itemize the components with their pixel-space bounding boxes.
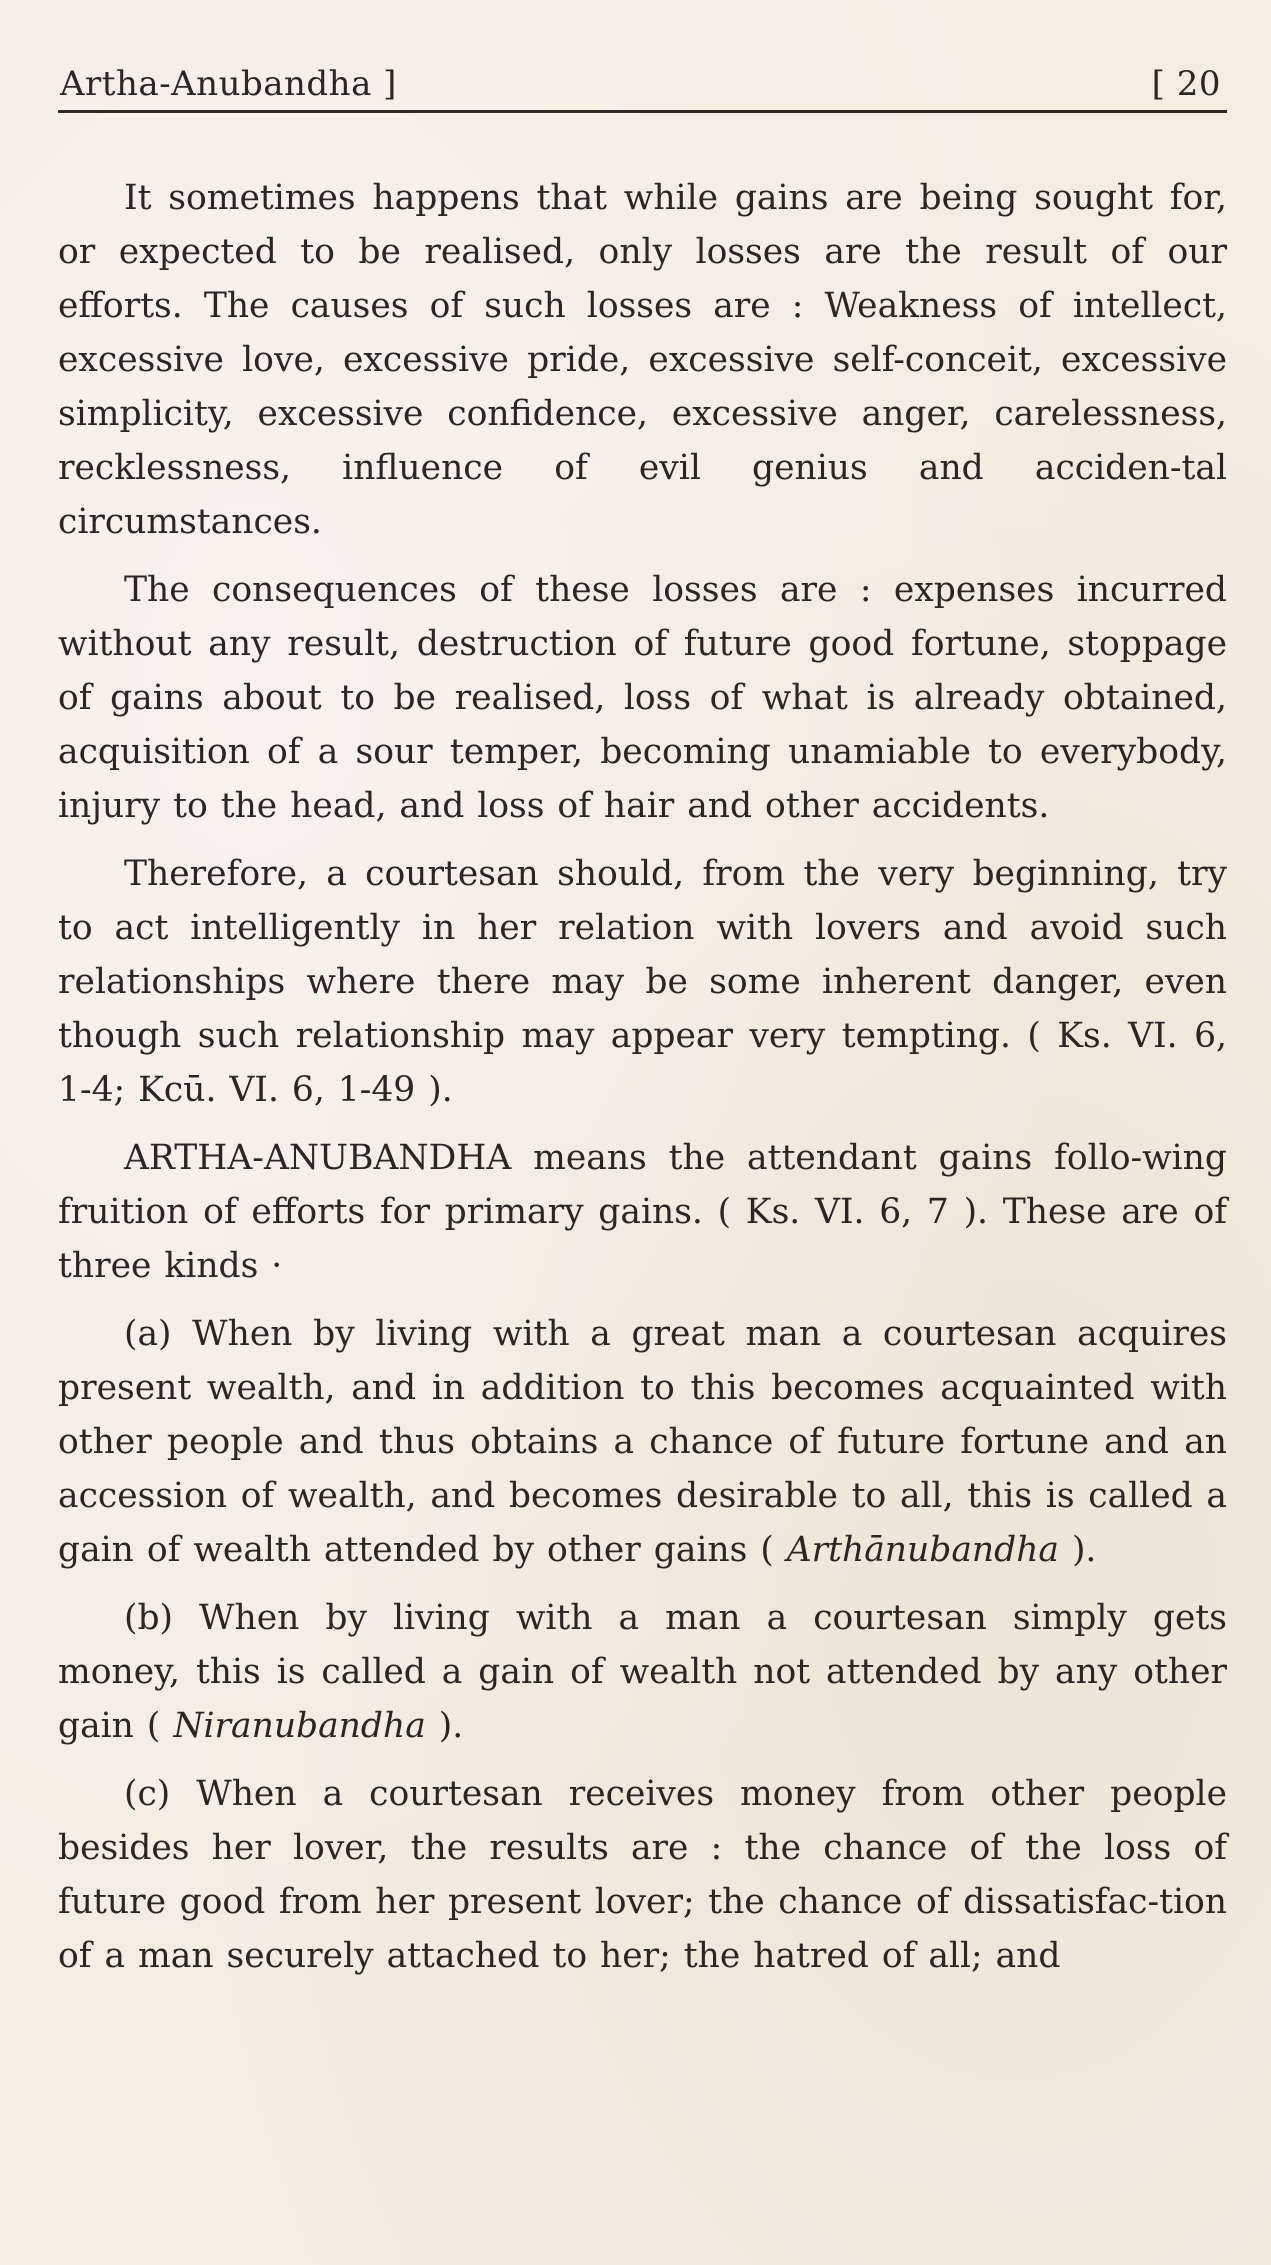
paragraph-kind-a (58, 1307, 1227, 1577)
page-header (58, 52, 1227, 113)
running-title: Artha-Anubandha ] (60, 64, 397, 104)
kind-a-close: ). (1059, 1530, 1097, 1570)
kind-b-text: (b) When by living with a man a courtesan simply gets money, this is called a gain of wealth not attended by any other gain ( (58, 1598, 1227, 1746)
paragraph-kind-c: (c) When a courtesan receives money from other people besides her lover, the results are : the chance of the loss of future good from her present lover; the chance of dissatisfac-tion of a man securely attached to her; the hatred of all; and (58, 1774, 1227, 1976)
paragraph-artha-anubandha: ARTHA-ANUBANDHA means the attendant gains follo-wing fruition of efforts for primary gains. ( Ks. VI. 6, 7 ). These are of three kinds · (58, 1138, 1227, 1286)
kind-a-text: (a) When by living with a great man a courtesan acquires present wealth, and in addition to this becomes acquainted with other people and thus obtains a chance of future fortune and an accession of wealth, and becomes desirable to all, this is called a gain of wealth attended by other gains ( (58, 1314, 1227, 1570)
paragraph-losses-causes: It sometimes happens that while gains are being sought for, or expected to be realised, only losses are the result of our efforts. The causes of such losses are : Weakness of intellect, excessive love, excessive pride, excessive self-conceit, excessive simplicity, excessive confidence, excessive anger, carelessness, recklessness, influence of evil genius and acciden-tal circumstances. (58, 178, 1227, 542)
kind-a-term: Arthānubandha (786, 1530, 1059, 1570)
paragraph-losses-consequences: The consequences of these losses are : expenses incurred without any result, destruction of future good fortune, stoppage of gains about to be realised, loss of what is already obtained, acquisition of a sour temper, becoming unamiable to everybody, injury to the head, and loss of hair and other accidents. (58, 570, 1227, 826)
page-body (58, 171, 1227, 1983)
kind-b-term: Niranubandha (173, 1706, 426, 1746)
page-number: [ 20 (1151, 64, 1221, 104)
kind-b-close: ). (425, 1706, 464, 1746)
paragraph-kind-b (58, 1591, 1227, 1753)
paragraph-therefore: Therefore, a courtesan should, from the very beginning, try to act intelligently in her relation with lovers and avoid such relationships where there may be some inherent danger, even though such relationship may appear very tempting. ( Ks. VI. 6, 1-4; Kcū. VI. 6, 1-49 ). (58, 854, 1227, 1110)
